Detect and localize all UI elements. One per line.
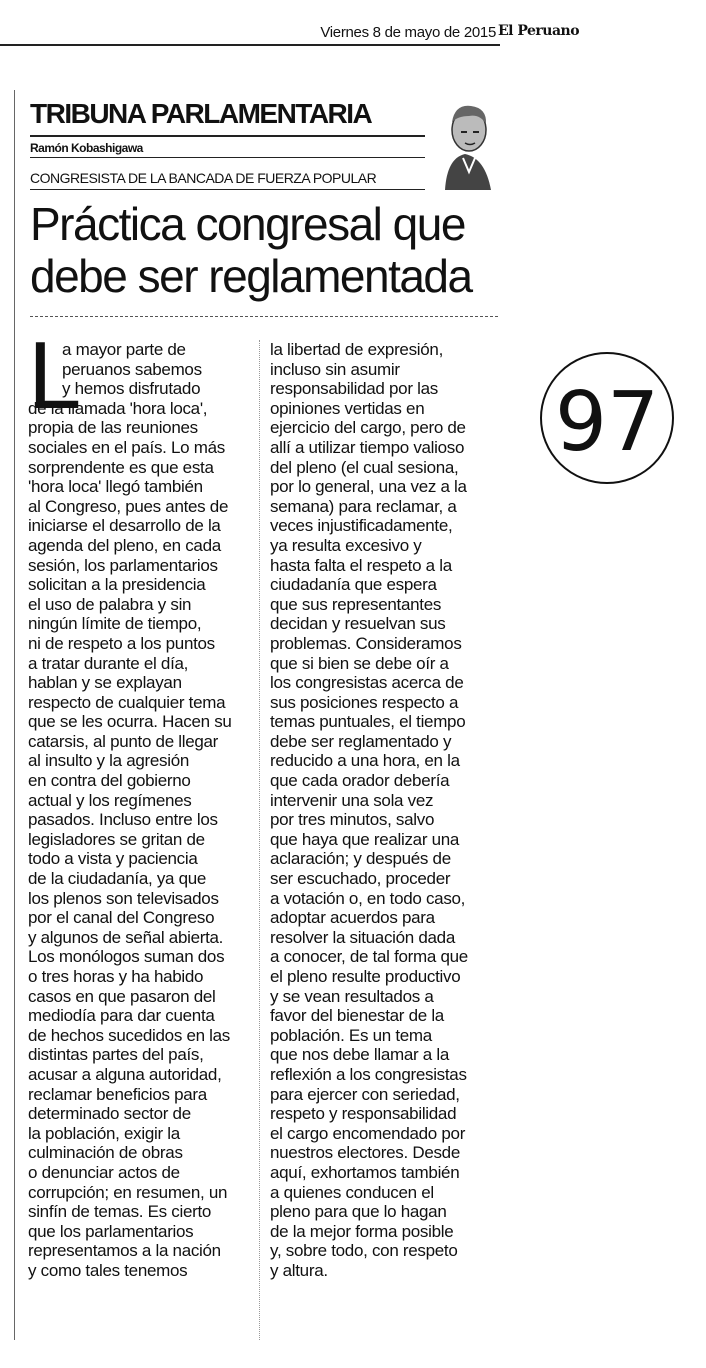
article-line: aclaración; y después de (270, 849, 451, 869)
article-line: hablan y se explayan (28, 673, 182, 693)
article-line: población. Es un tema (270, 1025, 432, 1045)
article-line: ejercicio del cargo, pero de (270, 418, 466, 438)
article-line: y algunos de señal abierta. (28, 927, 224, 947)
article-line: por lo general, una vez a la (270, 477, 467, 497)
article-line: opiniones vertidas en (270, 398, 425, 418)
headline-rule (30, 316, 498, 317)
article-line: reducido a una hora, en la (270, 751, 460, 771)
article-line: iniciarse el desarrollo de la (28, 516, 221, 536)
article-line: debe ser reglamentado y (270, 731, 452, 751)
article-line: y se vean resultados a (270, 986, 434, 1006)
article-line: y como tales tenemos (28, 1260, 188, 1280)
article-line: intervenir una sola vez (270, 790, 434, 810)
dateline: Viernes 8 de mayo de 2015 (320, 24, 496, 41)
article-line: allí a utilizar tiempo valioso (270, 437, 465, 457)
header-rule (0, 44, 500, 46)
article-line: responsabilidad por las (270, 379, 438, 399)
article-line: catarsis, al punto de llegar (28, 731, 219, 751)
article-line: representamos a la nación (28, 1241, 221, 1261)
article-line: decidan y resuelvan sus (270, 614, 446, 634)
article-line: al insulto y la agresión (28, 751, 190, 771)
article-line: pleno para que lo hagan (270, 1202, 447, 1222)
article-line: ser escuchado, proceder (270, 869, 451, 889)
article-line: en contra del gobierno (28, 771, 191, 791)
article-line: a tratar durante el día, (28, 653, 189, 673)
author-portrait (425, 96, 503, 190)
article-line: de hechos sucedidos en las (28, 1025, 231, 1045)
drop-cap: L (28, 322, 82, 429)
article-line: hasta falta el respeto a la (270, 555, 452, 575)
article-line: temas puntuales, el tiempo (270, 712, 466, 732)
article-line: de la mejor forma posible (270, 1221, 454, 1241)
article-line: ni de respeto a los puntos (28, 633, 215, 653)
article-line: distintas partes del país, (28, 1045, 204, 1065)
article-column-2 (270, 340, 502, 1281)
article-line: 'hora loca' llegó también (28, 477, 203, 497)
column-divider (259, 340, 260, 1340)
article-line: la libertad de expresión, (270, 340, 444, 359)
article-line: peruanos sabemos (62, 359, 202, 379)
article-line: la población, exigir la (28, 1123, 180, 1143)
handwritten-page-number (538, 350, 676, 486)
article-line: sorprendente es que esta (28, 457, 214, 477)
article-line: para ejercer con seriedad, (270, 1084, 460, 1104)
article-line: a votación o, en todo caso, (270, 888, 466, 908)
article-line: o tres horas y ha habido (28, 967, 204, 986)
article-line: semana) para reclamar, a (270, 496, 457, 516)
article-line: a mayor parte de (62, 340, 186, 359)
article-line: problemas. Consideramos (270, 633, 462, 653)
article-line: de la llamada 'hora loca', (28, 398, 208, 418)
article-line: ya resulta excesivo y (270, 535, 422, 555)
article-line: respeto y responsabilidad (270, 1104, 457, 1124)
article-line: y altura. (270, 1260, 328, 1280)
newspaper-name: El Peruano (498, 23, 580, 39)
article-line: sus posiciones respecto a (270, 692, 459, 712)
article-line: por tres minutos, salvo (270, 810, 435, 830)
article-line: incluso sin asumir (270, 359, 400, 379)
article-line: culminación de obras (28, 1143, 183, 1163)
article-line: mediodía para dar cuenta (28, 1006, 215, 1026)
article-line: de la ciudadanía, ya que (28, 869, 207, 889)
article-line: y hemos disfrutado (62, 379, 201, 399)
article-line: pasados. Incluso entre los (28, 810, 218, 830)
article-line: veces injustificadamente, (270, 516, 453, 536)
article-line: determinado sector de (28, 1104, 191, 1124)
article-line: los congresistas acerca de (270, 673, 464, 693)
author-role: CONGRESISTA DE LA BANCADA DE FUERZA POPULAR (30, 170, 377, 186)
article-line: y, sobre todo, con respeto (270, 1241, 458, 1261)
article-line: a quienes conducen el (270, 1182, 434, 1202)
article-line: ningún límite de tiempo, (28, 614, 202, 634)
article-line: que nos debe llamar a la (270, 1045, 449, 1065)
article-line: favor del bienestar de la (270, 1006, 444, 1026)
article-line: aquí, exhortamos también (270, 1162, 460, 1182)
article-line: resolver la situación dada (270, 927, 455, 947)
article-line: que cada orador debería (270, 771, 450, 791)
article-line: sesión, los parlamentarios (28, 555, 218, 575)
article-line: el uso de palabra y sin (28, 594, 192, 614)
page-number-text: 97 (554, 375, 660, 470)
article-line: que haya que realizar una (270, 829, 460, 849)
article-line: sinfín de temas. Es cierto (28, 1202, 212, 1222)
article-line: corrupción; en resumen, un (28, 1182, 228, 1202)
article-line: sociales en el país. Lo más (28, 437, 225, 457)
article-line: que si bien se debe oír a (270, 653, 449, 673)
article-line: agenda del pleno, en cada (28, 535, 221, 555)
article-line: reclamar beneficios para (28, 1084, 207, 1104)
article-line: el pleno resulte productivo (270, 967, 461, 986)
headline: Práctica congresal que debe ser reglamentada (30, 198, 472, 302)
author-name: Ramón Kobashigawa (30, 141, 143, 155)
article-line: por el canal del Congreso (28, 908, 215, 928)
article-line: o denunciar actos de (28, 1162, 180, 1182)
article-line: que se les ocurra. Hacen su (28, 712, 232, 732)
article-line: respecto de cualquier tema (28, 692, 226, 712)
article-line: acusar a alguna autoridad, (28, 1064, 222, 1084)
article-line: que los parlamentarios (28, 1221, 194, 1241)
article-line: del pleno (el cual sesiona, (270, 457, 459, 477)
article-line: el cargo encomendado por (270, 1123, 466, 1143)
article-line: adoptar acuerdos para (270, 908, 435, 928)
article-line: reflexión a los congresistas (270, 1064, 467, 1084)
column-title: TRIBUNA PARLAMENTARIA (30, 98, 372, 129)
article-line: los plenos son televisados (28, 888, 219, 908)
article-line: legisladores se gritan de (28, 829, 205, 849)
article-line: al Congreso, pues antes de (28, 496, 229, 516)
article-column-1 (28, 322, 250, 1281)
article-line: que sus representantes (270, 594, 442, 614)
article-line: a conocer, de tal forma que (270, 947, 468, 967)
left-margin-rule (14, 90, 15, 1340)
article-line: Los monólogos suman dos (28, 947, 225, 967)
article-line: casos en que pasaron del (28, 986, 216, 1006)
article-line: ciudadanía que espera (270, 575, 437, 595)
article-line: propia de las reuniones (28, 418, 198, 438)
article-line: solicitan a la presidencia (28, 575, 206, 595)
article-line: nuestros electores. Desde (270, 1143, 460, 1163)
article-line: actual y los regímenes (28, 790, 192, 810)
article-line: todo a vista y paciencia (28, 849, 198, 869)
page-header (0, 0, 706, 50)
